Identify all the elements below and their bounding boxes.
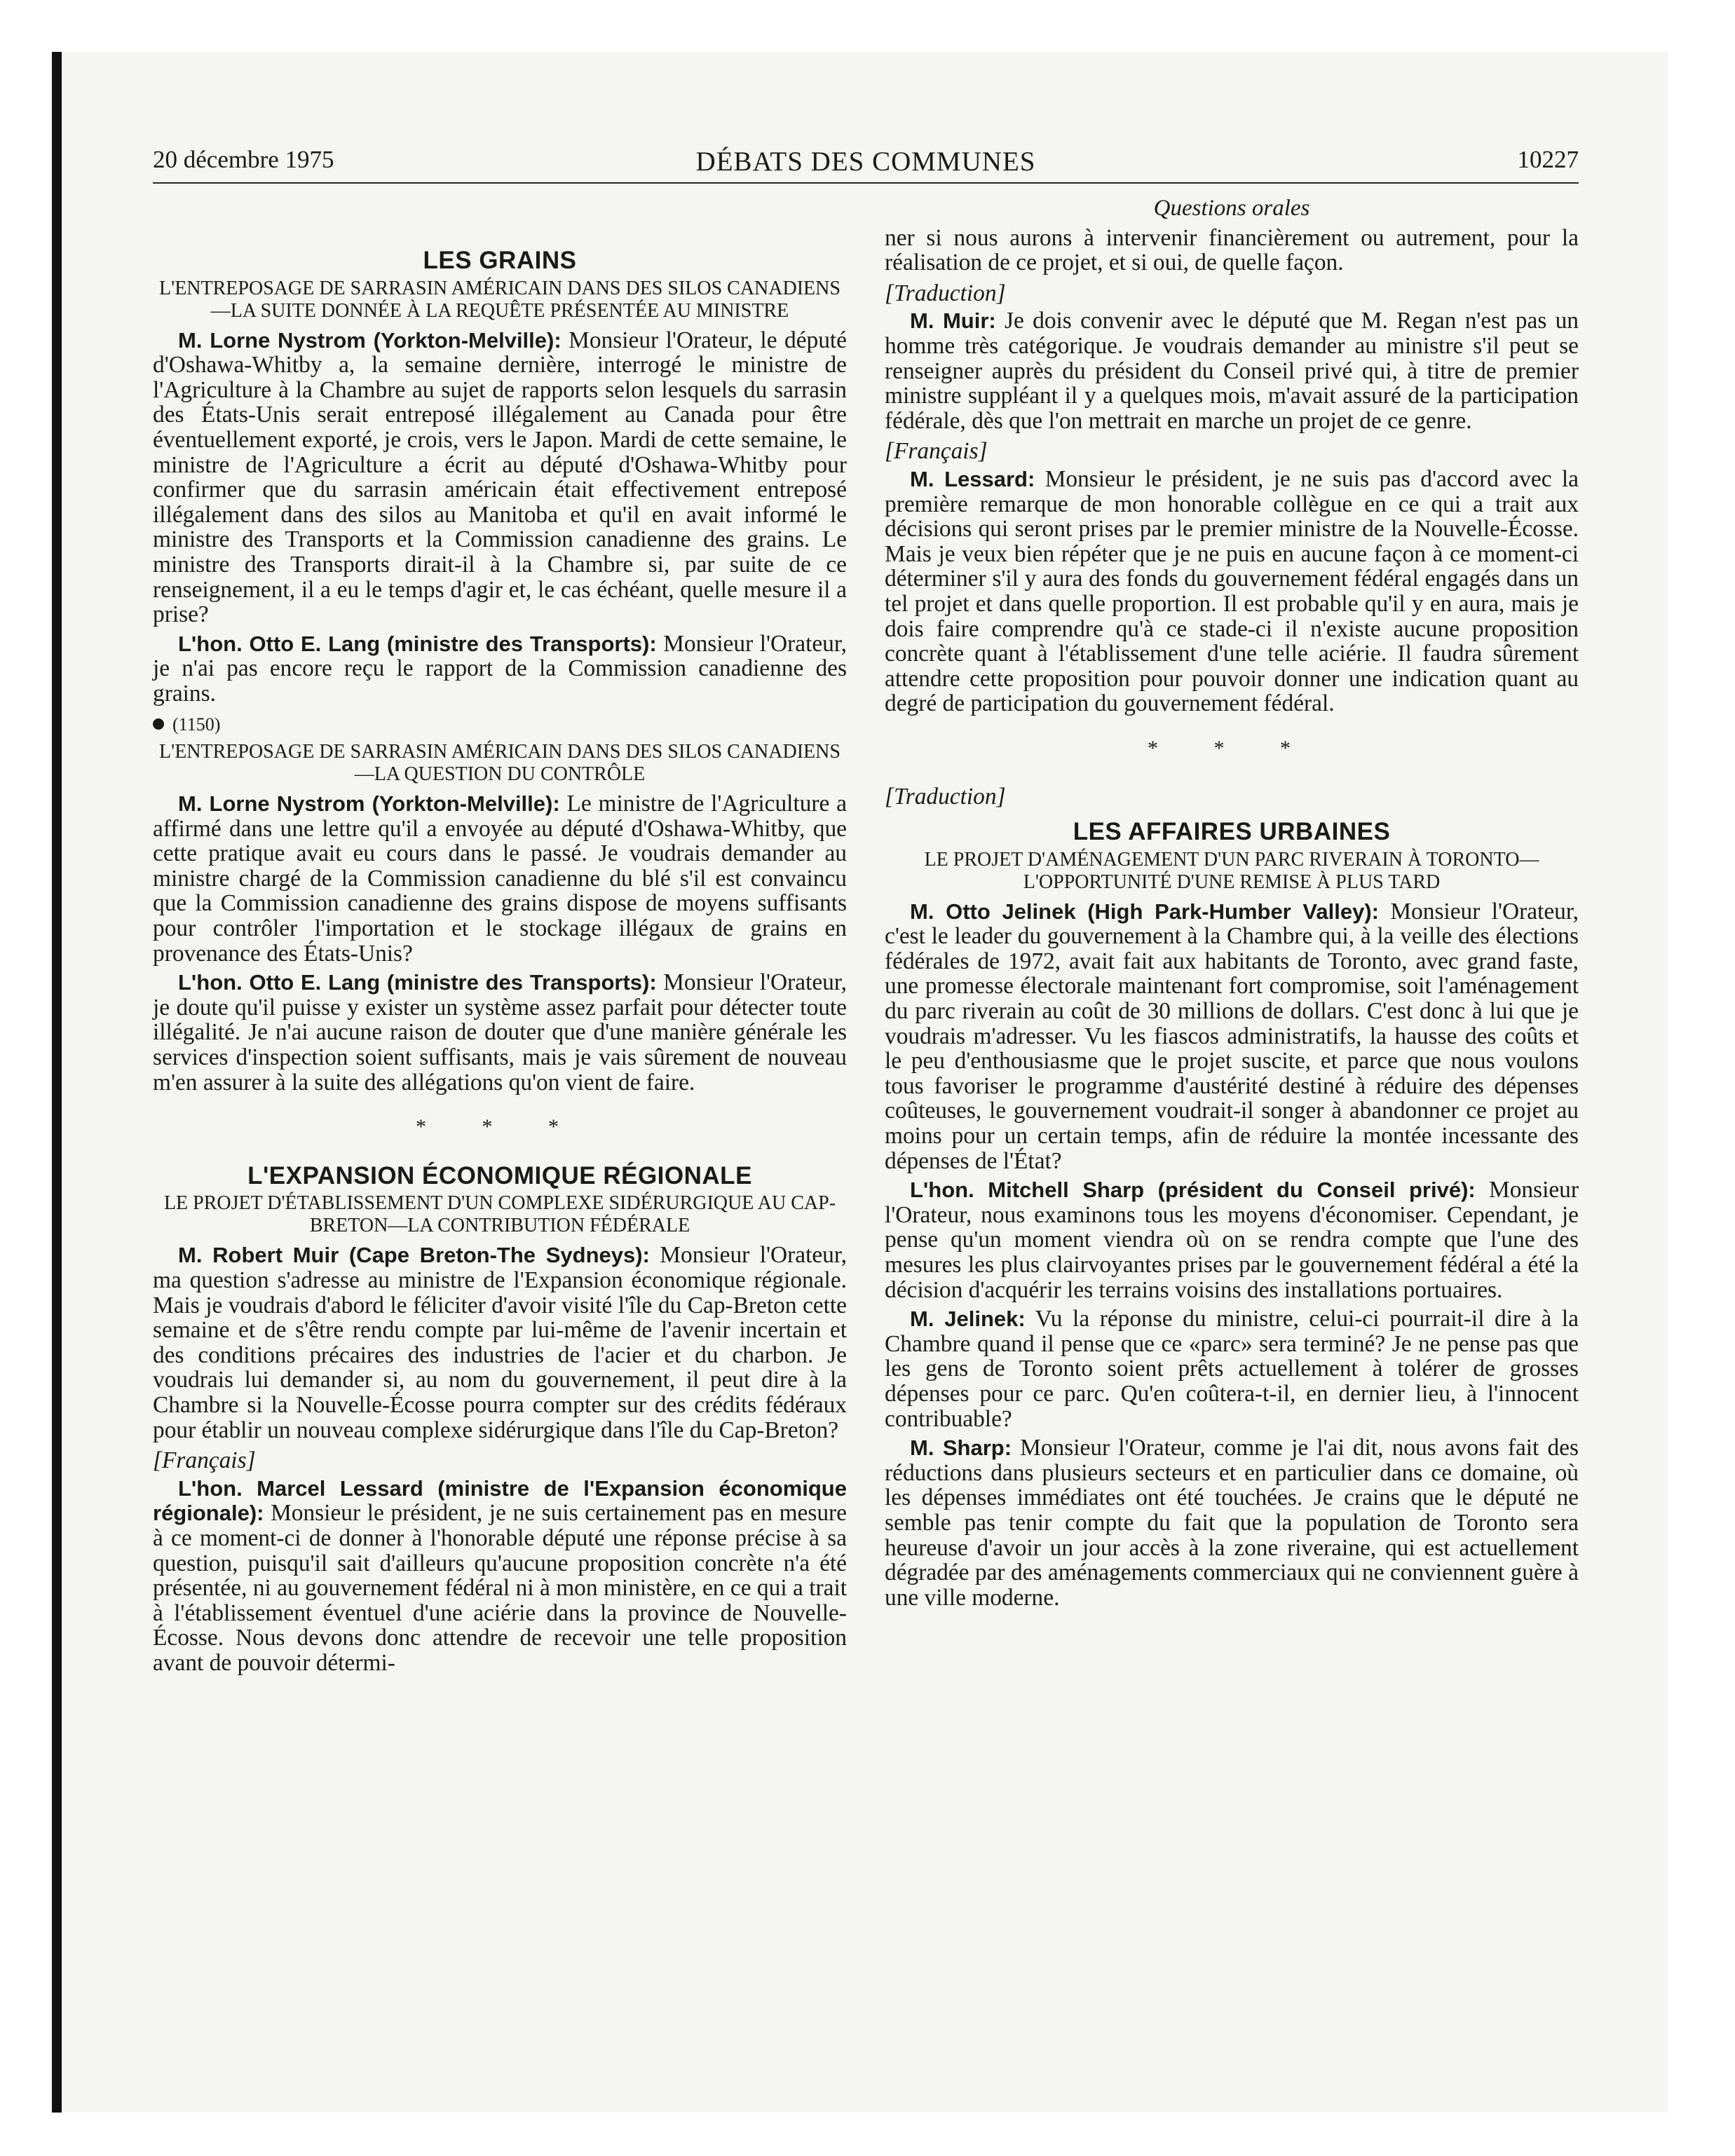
language-note: [Traduction] xyxy=(885,784,1006,810)
language-note: [Traduction] xyxy=(885,280,1006,306)
speech-text: Monsieur l'Orateur, nous examinons tous les moyens d'économiser. Cependant, je pense qu'un moment viendra où on se rendra compte que l'une des mesures les plus clairvoyantes prises par le gouvernement fédéral a été la décision d'acquérir les terrains voisins des installations portuaires. xyxy=(885,1177,1579,1303)
running-head: Questions orales xyxy=(1153,196,1310,221)
section-separator: * * * xyxy=(1148,736,1316,760)
speech-continuation: ner si nous aurons à intervenir financièrement ou autrement, pour la réalisation de ce projet, et si oui, de quelle façon. xyxy=(885,224,1579,276)
header-date: 20 décembre 1975 xyxy=(153,146,334,173)
speaker: L'hon. Mitchell Sharp (président du Conseil privé): xyxy=(910,1178,1476,1203)
left-column xyxy=(153,238,847,1676)
speech-paragraph xyxy=(153,1243,847,1442)
speaker: L'hon. Otto E. Lang (ministre des Transports): xyxy=(178,631,657,656)
speech-paragraph xyxy=(153,791,847,966)
speaker: M. Lorne Nystrom (Yorkton-Melville): xyxy=(178,327,562,353)
section-title-expansion: L'EXPANSION ÉCONOMIQUE RÉGIONALE xyxy=(247,1161,752,1189)
speech-text: Le ministre de l'Agriculture a affirmé dans une lettre qu'il a envoyée au député d'Oshawa-Whitby, que cette pratique avait eu cours dans le passé. Je voudrais demander au ministre chargé de la Commission canadienne du blé s'il est convaincu que la Commission canadienne des grains dispose de moyens suffisants pour contrôler l'importation et le stockage illégaux de grains en provenance des États-Unis? xyxy=(153,791,847,967)
section-title-grains: LES GRAINS xyxy=(423,247,577,274)
speech-text: Monsieur le président, je ne suis pas d'accord avec la première remarque de mon honorable collègue en ce qui a trait aux décisions qui seront prises par le premier ministre de la Nouvelle-Écosse. Mais je veux bien répéter que je ne puis en aucune façon à ce moment-ci déterminer s'il y aura des fonds du gouvernement fédéral engagés dans un tel projet et dans quelle proportion. Il est probable qu'il y en aura, mais je dois faire comprendre qu'à ce stade-ci il n'existe aucune proposition concrète quant à l'établissement d'une telle aciérie. Il faudra sûrement attendre cette proposition pour pouvoir donner une indication quant au degré de participation du gouvernement fédéral. xyxy=(885,465,1579,717)
section-separator: * * * xyxy=(416,1115,584,1139)
speech-paragraph xyxy=(153,1476,847,1676)
binding-edge xyxy=(52,52,62,2113)
speech-text: Monsieur l'Orateur, comme je l'ai dit, nous avons fait des réductions dans plusieurs secteurs et en particulier dans ce domaine, où les dépenses immédiates ont été touchées. Je crains que le député ne semble pas tenir compte du fait que la population de Toronto sera heureuse d'avoir un jour accès à la zone riveraine, qui est actuellement dégradée par des aménagements commerciaux qui ne conviennent guère à une ville moderne. xyxy=(885,1435,1579,1611)
section-subtitle: L'ENTREPOSAGE DE SARRASIN AMÉRICAIN DANS DES SILOS CANADIENS—LA SUITE DONNÉE À LA REQUÊTE PRÉSENTÉE AU MINISTRE xyxy=(159,277,841,322)
speech-paragraph xyxy=(885,1435,1579,1610)
right-column xyxy=(885,196,1579,1610)
speech-paragraph xyxy=(885,1178,1579,1302)
header-title: DÉBATS DES COMMUNES xyxy=(695,146,1036,177)
speech-text: Monsieur l'Orateur, je n'ai pas encore reçu le rapport de la Commission canadienne des grains. xyxy=(153,630,847,707)
speech-paragraph xyxy=(153,328,847,627)
speaker: M. Sharp: xyxy=(910,1435,1012,1461)
speech-paragraph xyxy=(885,308,1579,433)
language-note: [Français] xyxy=(153,1447,256,1474)
speech-paragraph xyxy=(153,970,847,1095)
section-subtitle: LE PROJET D'ÉTABLISSEMENT D'UN COMPLEXE SIDÉRURGIQUE AU CAP-BRETON—LA CONTRIBUTION FÉDÉRALE xyxy=(163,1192,836,1237)
section-title-urban: LES AFFAIRES URBAINES xyxy=(1073,818,1391,846)
bullet-icon xyxy=(153,718,164,730)
speech-paragraph xyxy=(885,467,1579,716)
speech-paragraph xyxy=(885,1306,1579,1431)
speech-paragraph xyxy=(153,632,847,707)
speech-text: Monsieur l'Orateur, c'est le leader du gouvernement à la Chambre qui, à la veille des élections fédérales de 1972, avait fait aux habitants de Toronto, avec grand faste, une promesse électorale maintenant fort compromise, soit l'aménagement du parc riverain au coût de 30 millions de dollars. C'est donc à lui que je voudrais m'adresser. Vu les fiascos administratifs, la hausse des coûts et le peu d'enthousiasme que le projet suscite, et parce que nous voulons tous favoriser le programme d'austérité destiné à réduire des dépenses coûteuses, le gouvernement voudrait-il songer à abandonner ce projet au moins pour un certain temps, afin de réduire la montée incessante des dépenses de l'État? xyxy=(885,898,1579,1174)
speaker: M. Lorne Nystrom (Yorkton-Melville): xyxy=(178,791,560,817)
header-page-number: 10227 xyxy=(1517,146,1579,173)
speech-text: Monsieur l'Orateur, je doute qu'il puisse y exister un système assez parfait pour détecter toute illégalité. Je n'ai aucune raison de douter que d'une manière générale les services d'inspection soient suffisants, mais je vais sûrement de nouveau m'en assurer à la suite des allégations qu'on vient de faire. xyxy=(153,969,847,1096)
speech-text: Monsieur l'Orateur, le député d'Oshawa-Whitby a, la semaine dernière, interrogé le ministre de l'Agriculture à la Chambre au sujet de rapports selon lesquels du sarrasin des États-Unis serait entreposé illégalement au Canada pour être éventuellement exporté, je crois, vers le Japon. Mardi de cette semaine, le ministre de l'Agriculture a écrit au député d'Oshawa-Whitby pour confirmer que du sarrasin américain était effectivement entreposé illégalement dans des silos au Manitoba et qu'il en avait informé le ministre des Transports et la Commission canadienne des grains. Le ministre des Transports dirait-il à la Chambre si, par suite de ce renseignement, il a eu le temps d'agir et, le cas échéant, quelle mesure il a prise? xyxy=(153,327,848,628)
speaker: L'hon. Otto E. Lang (ministre des Transports): xyxy=(178,970,657,995)
speaker: M. Muir: xyxy=(910,308,996,334)
speaker: L'hon. Marcel Lessard (ministre de l'Expansion économique régionale): xyxy=(153,1475,847,1526)
page-header xyxy=(153,143,1579,184)
speech-text: Monsieur l'Orateur, ma question s'adresse au ministre de l'Expansion économique régionale. Mais je voudrais d'abord le féliciter d'avoir visité l'île du Cap-Breton cette semaine et de s'être rendu compte par lui-même de l'avenir incertain et des conditions précaires des industries de l'acier et du charbon. Je voudrais lui demander si, au nom du gouvernement, il peut dire à la Chambre si la Nouvelle-Écosse pourra compter sur des crédits fédéraux pour établir un nouveau complexe sidérurgique dans l'île du Cap-Breton? xyxy=(153,1242,847,1443)
speaker: M. Robert Muir (Cape Breton-The Sydneys): xyxy=(178,1243,650,1268)
timestamp-text: (1150) xyxy=(172,714,221,735)
speech-text: Vu la réponse du ministre, celui-ci pourrait-il dire à la Chambre quand il pense que ce «parc» sera terminé? Je ne pense pas que les gens de Toronto soient prêts actuellement à tolérer de grosses dépenses pour ce parc. Qu'en coûtera-t-il, en dernier lieu, à l'innocent contribuable? xyxy=(885,1306,1579,1432)
speech-text: Je dois convenir avec le député que M. Regan n'est pas un homme très catégorique. Je voudrais demander au ministre s'il peut se renseigner auprès du président du Conseil privé qui, à titre de premier ministre suppléant il y a quelques mois, m'avait assuré de la participation fédérale, dès que l'on mettrait en marche un projet de ce genre. xyxy=(885,308,1579,434)
section-subtitle: L'ENTREPOSAGE DE SARRASIN AMÉRICAIN DANS DES SILOS CANADIENS—LA QUESTION DU CONTRÔLE xyxy=(159,741,841,786)
speaker: M. Jelinek: xyxy=(910,1306,1026,1332)
speech-paragraph xyxy=(885,899,1579,1174)
speaker: M. Otto Jelinek (High Park-Humber Valley): xyxy=(910,899,1379,924)
speaker: M. Lessard: xyxy=(910,466,1035,491)
language-note: [Français] xyxy=(885,438,988,465)
speech-text: Monsieur le président, je ne suis certainement pas en mesure à ce moment-ci de donner à l'honorable député une réponse précise à sa question, puisqu'il sait d'ailleurs qu'aucune proposition concrète n'a été présentée, ni au gouvernement fédéral ni à mon ministère, en ce qui a trait à l'établissement éventuel d'une aciérie dans la province de Nouvelle-Écosse. Nous devons donc attendre de recevoir une telle proposition avant de pouvoir détermi- xyxy=(153,1500,847,1676)
timestamp xyxy=(153,712,847,737)
section-subtitle: LE PROJET D'AMÉNAGEMENT D'UN PARC RIVERAIN À TORONTO—L'OPPORTUNITÉ D'UNE REMISE À PLUS TARD xyxy=(924,848,1539,893)
